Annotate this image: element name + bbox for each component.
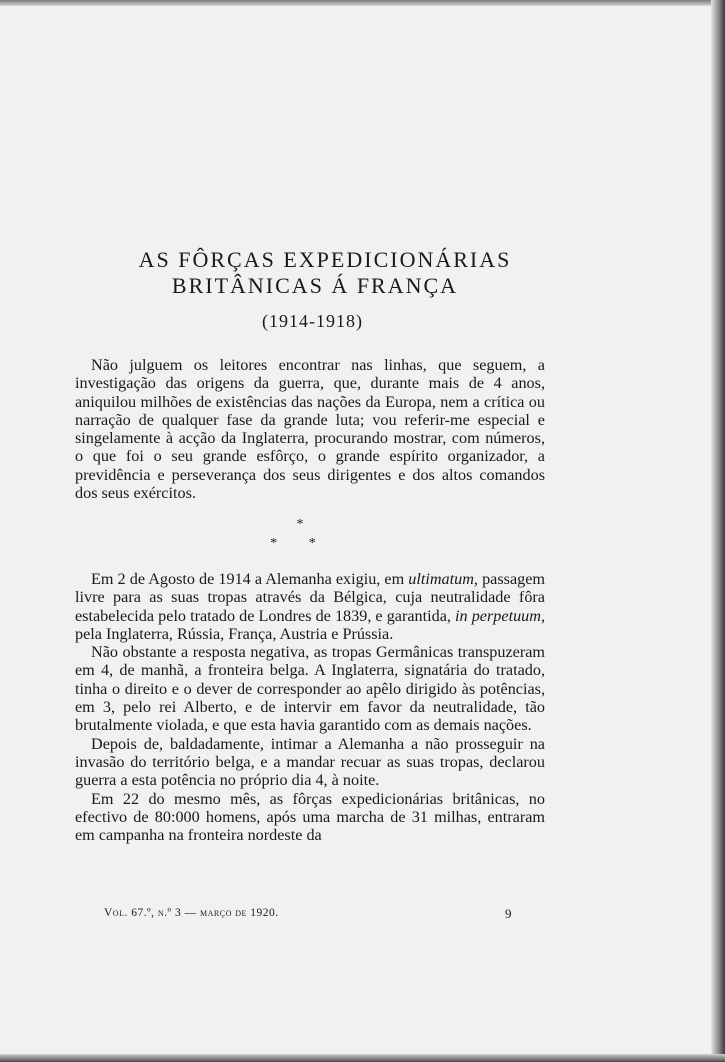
page-bottom-edge	[0, 1054, 725, 1062]
paragraph-ultimatum	[75, 570, 545, 643]
section-separator-top: *	[296, 517, 304, 532]
article-dates: (1914-1918)	[262, 311, 363, 331]
paragraph-ultimatum-part-a: Em 2 de Agosto de 1914 a Alemanha exigiu, em	[91, 570, 409, 588]
page-right-edge	[711, 0, 725, 1062]
ultimatum-italic: ultimatum,	[408, 570, 478, 588]
intro-section	[75, 356, 545, 502]
in-perpetuum-italic: in perpetuum,	[455, 606, 545, 625]
page-number: 9	[505, 906, 512, 921]
paragraph-ultimatum-part-c: pela Inglaterra, Rússia, França, Austria e Prússia.	[75, 624, 394, 643]
paragraph-invasion: Não obstante a resposta negativa, as tropas Germânicas transpuzeram em 4, de manhã, a fronteira belga. A Inglaterra, signatária do tratado, tinha o direito e o dever de corresponder ao apêlo dirigido às potências, em 3, pelo rei Alberto, e de intervir em favor da neutralidade, tão brutalmente violada, e que esta havia garantido com as demais nações.	[75, 643, 545, 735]
paragraph-expeditionary-forces: Em 22 do mesmo mês, as fôrças expedicionárias britânicas, no efectivo de 80:000 homens, após uma marcha de 31 milhas, entraram em campanha na fronteira nordeste da	[75, 789, 545, 845]
page-top-edge	[0, 0, 725, 6]
article-title-line-2: BRITÂNICAS Á FRANÇA	[171, 273, 459, 298]
article-title-line-1: AS FÔRÇAS EXPEDICIONÁRIAS	[138, 247, 512, 272]
volume-footer: Vol. 67.º, n.º 3 — março de 1920.	[104, 907, 279, 919]
paragraph-ultimatum-part-b: passagem livre para as suas tropas através da Bélgica, cuja neutralidade fôra estabelecida pelo tratado de Londres de 1839, e garantida,	[75, 570, 545, 625]
main-section	[75, 570, 545, 844]
intro-paragraph: Não julguem os leitores encontrar nas linhas, que seguem, a investigação das origens da guerra, que, durante mais de 4 anos, aniquilou milhões de existências das nações da Europa, nem a crítica ou narração de qualquer fase da grande luta; vou referir-me especial e singelamente à acção da Inglaterra, procurando mostrar, com números, o que foi o seu grande esfôrço, o grande espírito organizador, a previdência e perseverança dos seus dirigentes e dos altos comandos dos seus exércitos.	[75, 356, 545, 503]
paragraph-declaration: Depois de, baldadamente, intimar a Alemanha a não prosseguir na invasão do território belga, e a mandar recuar as suas tropas, declarou guerra a esta potência no próprio dia 4, à noite.	[75, 734, 545, 790]
section-separator-bottom: * *	[270, 536, 330, 551]
